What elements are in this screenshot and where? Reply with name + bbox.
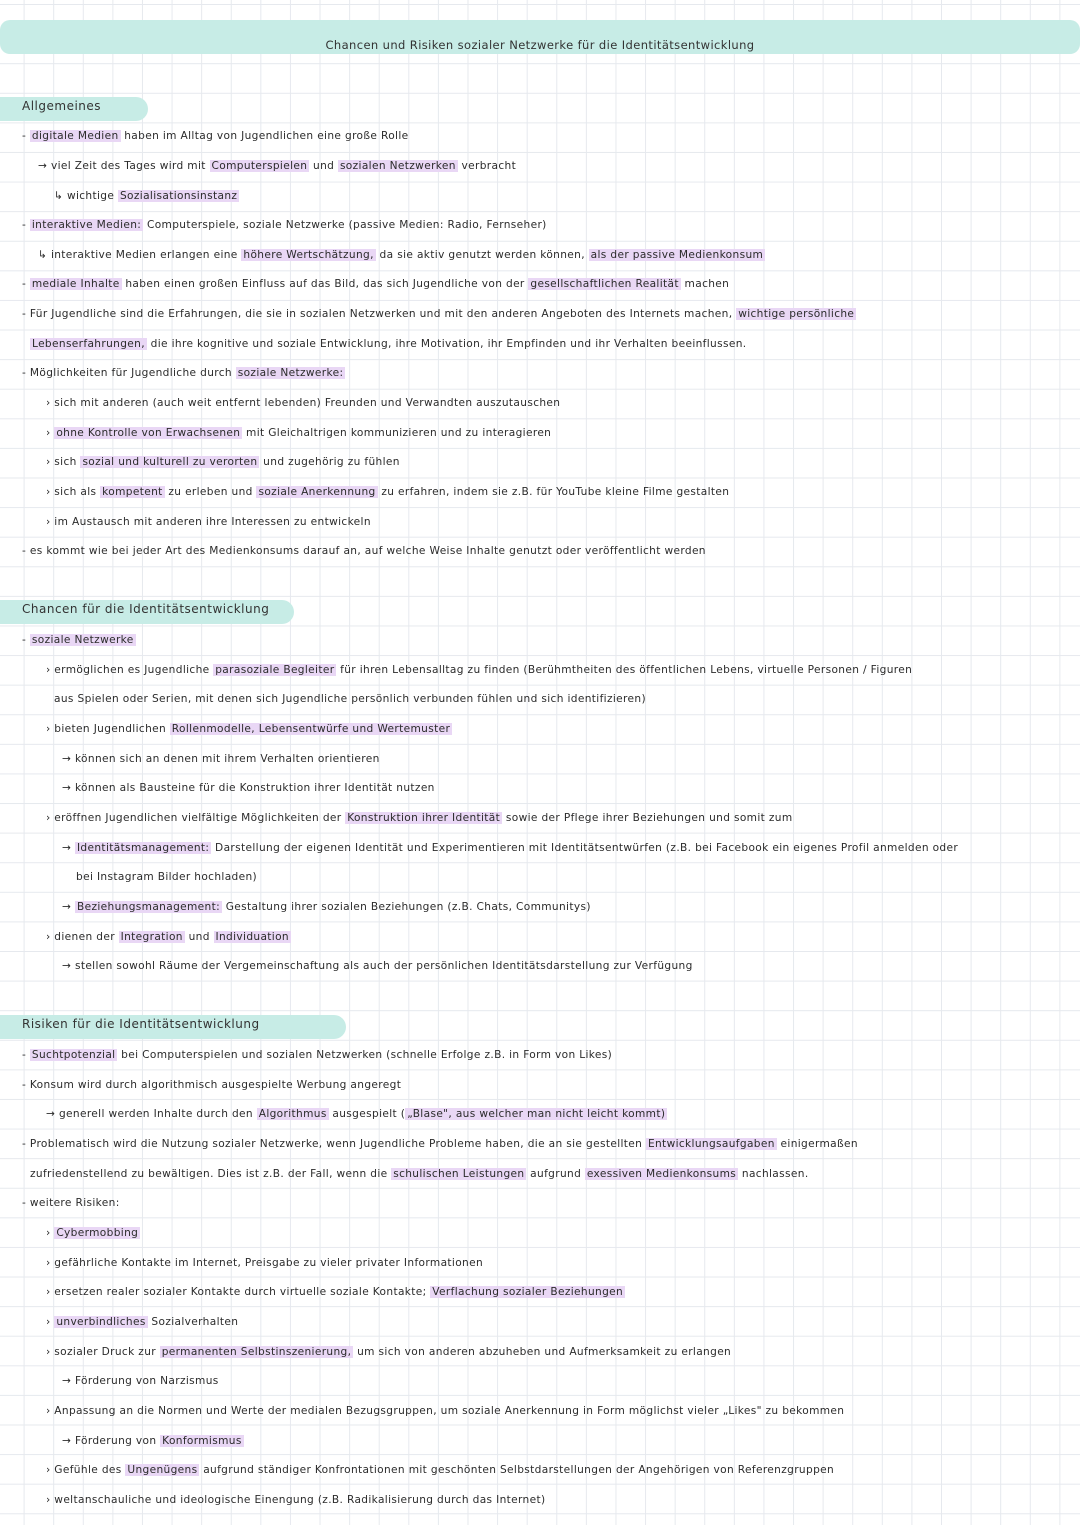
text-segment: zufriedenstellend zu bewältigen. Dies ist z.B. der Fall, wenn die bbox=[30, 1168, 392, 1180]
text-segment: › Gefühle des bbox=[46, 1464, 126, 1476]
text-line bbox=[62, 780, 435, 796]
text-segment: aus Spielen oder Serien, mit denen sich Jugendliche persönlich verbunden fühlen und sich identifizieren) bbox=[54, 693, 646, 705]
text-segment: Sozialverhalten bbox=[147, 1316, 239, 1328]
text-line bbox=[46, 1106, 667, 1122]
highlighted-term: Entwicklungsaufgaben bbox=[647, 1138, 775, 1150]
text-segment: › bbox=[46, 1316, 55, 1328]
text-line bbox=[46, 662, 912, 678]
highlighted-term: wichtige persönliche bbox=[738, 308, 855, 320]
text-segment: › bieten Jugendlichen bbox=[46, 723, 170, 735]
text-segment: - bbox=[22, 634, 30, 646]
text-line bbox=[46, 721, 452, 737]
text-segment: verbracht bbox=[457, 160, 517, 172]
highlighted-term: Sozialisationsinstanz bbox=[119, 190, 238, 202]
highlighted-term: soziale Netzwerke: bbox=[237, 367, 344, 379]
text-segment: → generell werden Inhalte durch den bbox=[46, 1108, 257, 1120]
text-line bbox=[38, 247, 765, 263]
text-segment: haben im Alltag von Jugendlichen eine große Rolle bbox=[120, 130, 409, 142]
highlighted-term: digitale Medien bbox=[31, 130, 119, 142]
text-segment: - Für Jugendliche sind die Erfahrungen, die sie in sozialen Netzwerken und mit den anderen Angeboten des Internets machen, bbox=[22, 308, 737, 320]
text-segment: aufgrund bbox=[526, 1168, 585, 1180]
text-segment: › ersetzen realer sozialer Kontakte durch virtuelle soziale Kontakte; bbox=[46, 1286, 431, 1298]
text-segment: - bbox=[22, 130, 30, 142]
text-segment: › bbox=[46, 1227, 55, 1239]
text-line bbox=[54, 188, 239, 204]
text-segment: die ihre kognitive und soziale Entwicklung, ihre Motivation, ihr Empfinden und ihr Verhalten beeinflussen. bbox=[146, 338, 747, 350]
highlighted-term: als der passive Medienkonsum bbox=[590, 249, 764, 261]
text-segment: Computerspiele, soziale Netzwerke (passive Medien: Radio, Fernseher) bbox=[143, 219, 547, 231]
text-segment: › sich als bbox=[46, 486, 101, 498]
text-segment: → viel Zeit des Tages wird mit bbox=[38, 160, 210, 172]
text-line bbox=[22, 1195, 120, 1211]
highlighted-term: Algorithmus bbox=[258, 1108, 327, 1120]
text-line bbox=[62, 1433, 244, 1449]
page-title: Chancen und Risiken sozialer Netzwerke für die Identitätsentwicklung bbox=[325, 38, 755, 52]
text-segment: ↳ wichtige bbox=[54, 190, 118, 202]
highlighted-term: Identitätsmanagement: bbox=[76, 842, 210, 854]
text-segment: sowie der Pflege ihrer Beziehungen und somit zum bbox=[502, 812, 793, 824]
text-line bbox=[22, 217, 547, 233]
text-line bbox=[46, 810, 793, 826]
highlighted-term: Integration bbox=[120, 931, 183, 943]
text-line bbox=[22, 632, 136, 648]
highlighted-term: Konformismus bbox=[162, 1435, 242, 1447]
text-segment: › sozialer Druck zur bbox=[46, 1346, 160, 1358]
text-segment: › eröffnen Jugendlichen vielfältige Möglichkeiten der bbox=[46, 812, 346, 824]
text-segment: → Förderung von Narzismus bbox=[62, 1375, 219, 1387]
text-line bbox=[54, 691, 646, 707]
text-segment: - Möglichkeiten für Jugendliche durch bbox=[22, 367, 236, 379]
highlighted-term: Konstruktion ihrer Identität bbox=[347, 812, 501, 824]
text-line bbox=[46, 1255, 483, 1271]
text-line bbox=[22, 365, 345, 381]
text-segment: da sie aktiv genutzt werden können, bbox=[375, 249, 589, 261]
text-line bbox=[76, 869, 257, 885]
text-line bbox=[62, 840, 958, 856]
text-segment: → Förderung von bbox=[62, 1435, 161, 1447]
text-line bbox=[46, 1403, 844, 1419]
text-line bbox=[38, 158, 516, 174]
text-line bbox=[62, 958, 693, 974]
text-segment: - bbox=[22, 219, 30, 231]
highlighted-term: exessiven Medienkonsums bbox=[586, 1168, 737, 1180]
highlighted-term: ohne Kontrolle von Erwachsenen bbox=[56, 427, 241, 439]
text-segment: › gefährliche Kontakte im Internet, Preisgabe zu vieler privater Informationen bbox=[46, 1257, 484, 1269]
heading-text: Allgemeines bbox=[22, 99, 102, 113]
text-segment: - bbox=[22, 278, 30, 290]
text-segment: ausgespielt ( bbox=[328, 1108, 406, 1120]
text-segment: → bbox=[62, 901, 75, 913]
highlighted-term: Individuation bbox=[215, 931, 289, 943]
text-line bbox=[62, 751, 380, 767]
text-segment: für ihren Lebensalltag zu finden (Berühmtheiten des öffentlichen Lebens, virtuelle Personen / Figuren bbox=[336, 664, 913, 676]
text-segment: bei Computerspielen und sozialen Netzwerken (schnelle Erfolge z.B. in Form von Likes) bbox=[117, 1049, 613, 1061]
highlighted-term: Beziehungsmanagement: bbox=[76, 901, 221, 913]
text-segment: › sich bbox=[46, 456, 81, 468]
section-heading-allgemeines bbox=[22, 99, 101, 113]
section-heading-risiken bbox=[22, 1017, 260, 1031]
text-line bbox=[22, 1047, 612, 1063]
highlighted-term: permanenten Selbstinszenierung, bbox=[161, 1346, 352, 1358]
highlighted-term: kompetent bbox=[102, 486, 163, 498]
highlighted-term: gesellschaftlichen Realität bbox=[530, 278, 679, 290]
text-segment: mit Gleichaltrigen kommunizieren und zu interagieren bbox=[242, 427, 552, 439]
text-segment: ↳ interaktive Medien erlangen eine bbox=[38, 249, 242, 261]
text-line bbox=[22, 1136, 858, 1152]
text-line bbox=[46, 1492, 545, 1508]
text-segment: - weitere Risiken: bbox=[22, 1197, 120, 1209]
text-segment: → stellen sowohl Räume der Vergemeinschaftung als auch der persönlichen Identitätsdarstellung zur Verfügung bbox=[62, 960, 693, 972]
text-segment: › sich mit anderen (auch weit entfernt lebenden) Freunden und Verwandten auszutauschen bbox=[46, 397, 561, 409]
highlighted-term: „Blase", aus welcher man nicht leicht kommt) bbox=[407, 1108, 666, 1120]
highlighted-term: sozial und kulturell zu verorten bbox=[82, 456, 258, 468]
text-segment: nachlassen. bbox=[738, 1168, 809, 1180]
heading-text: Risiken für die Identitätsentwicklung bbox=[22, 1017, 260, 1031]
text-segment: - Konsum wird durch algorithmisch ausgespielte Werbung angeregt bbox=[22, 1079, 402, 1091]
text-segment: zu erfahren, indem sie z.B. für YouTube kleine Filme gestalten bbox=[377, 486, 730, 498]
highlighted-term: soziale Netzwerke bbox=[31, 634, 134, 646]
text-line bbox=[46, 1225, 140, 1241]
text-line bbox=[46, 514, 371, 530]
text-segment: bei Instagram Bilder hochladen) bbox=[76, 871, 258, 883]
text-segment: - Problematisch wird die Nutzung sozialer Netzwerke, wenn Jugendliche Probleme haben, die an sie gestellten bbox=[22, 1138, 646, 1150]
text-line bbox=[22, 276, 729, 292]
text-line bbox=[46, 395, 560, 411]
text-segment: › im Austausch mit anderen ihre Interessen zu entwickeln bbox=[46, 516, 371, 528]
section-heading-chancen bbox=[22, 602, 269, 616]
text-segment: und zugehörig zu fühlen bbox=[259, 456, 400, 468]
highlighted-term: interaktive Medien: bbox=[31, 219, 142, 231]
text-line bbox=[30, 1166, 809, 1182]
text-segment: → können sich an denen mit ihrem Verhalten orientieren bbox=[62, 753, 380, 765]
text-line bbox=[46, 1284, 625, 1300]
text-line bbox=[22, 543, 706, 559]
text-segment: › weltanschauliche und ideologische Einengung (z.B. Radikalisierung durch das Internet) bbox=[46, 1494, 546, 1506]
text-segment: um sich von anderen abzuheben und Aufmerksamkeit zu erlangen bbox=[353, 1346, 732, 1358]
text-segment: und bbox=[184, 931, 214, 943]
highlighted-term: Verflachung sozialer Beziehungen bbox=[432, 1286, 624, 1298]
text-segment: › Anpassung an die Normen und Werte der medialen Bezugsgruppen, um soziale Anerkennung in Form möglichst vieler „Likes" zu bekommen bbox=[46, 1405, 845, 1417]
highlighted-term: Lebenserfahrungen, bbox=[32, 338, 145, 350]
highlighted-term: schulischen Leistungen bbox=[393, 1168, 525, 1180]
text-segment: › ermöglichen es Jugendliche bbox=[46, 664, 214, 676]
text-line bbox=[46, 484, 729, 500]
text-line bbox=[46, 929, 291, 945]
text-line bbox=[46, 1462, 834, 1478]
text-line bbox=[46, 454, 400, 470]
text-line bbox=[46, 1314, 238, 1330]
highlighted-term: mediale Inhalte bbox=[31, 278, 120, 290]
text-segment: → bbox=[62, 842, 75, 854]
text-segment: - es kommt wie bei jeder Art des Medienkonsums darauf an, auf welche Weise Inhalte genutzt oder veröffentlicht werden bbox=[22, 545, 706, 557]
text-segment: einigermaßen bbox=[776, 1138, 858, 1150]
text-segment: aufgrund ständiger Konfrontationen mit geschönten Selbstdarstellungen der Angehörigen von Referenzgruppen bbox=[199, 1464, 835, 1476]
highlighted-term: unverbindliches bbox=[56, 1316, 146, 1328]
highlighted-term: sozialen Netzwerken bbox=[339, 160, 456, 172]
text-segment: zu erleben und bbox=[164, 486, 257, 498]
highlighted-term: Ungenügens bbox=[127, 1464, 198, 1476]
text-line bbox=[22, 306, 856, 322]
text-line bbox=[22, 1077, 401, 1093]
text-segment: - bbox=[22, 1049, 30, 1061]
highlighted-term: höhere Wertschätzung, bbox=[243, 249, 374, 261]
highlighted-term: Rollenmodelle, Lebensentwürfe und Wertemuster bbox=[171, 723, 451, 735]
text-segment: machen bbox=[680, 278, 730, 290]
text-segment: › dienen der bbox=[46, 931, 119, 943]
highlighted-term: Cybermobbing bbox=[56, 1227, 139, 1239]
highlighted-term: Suchtpotenzial bbox=[31, 1049, 116, 1061]
highlighted-term: Computerspielen bbox=[211, 160, 308, 172]
text-line bbox=[46, 425, 551, 441]
text-segment: und bbox=[309, 160, 338, 172]
text-segment: › bbox=[46, 427, 55, 439]
text-line bbox=[46, 1344, 731, 1360]
text-segment: → können als Bausteine für die Konstruktion ihrer Identität nutzen bbox=[62, 782, 435, 794]
text-segment: haben einen großen Einfluss auf das Bild, das sich Jugendliche von der bbox=[121, 278, 529, 290]
text-line bbox=[62, 1373, 219, 1389]
text-segment: Gestaltung ihrer sozialen Beziehungen (z.B. Chats, Communitys) bbox=[222, 901, 591, 913]
highlighted-term: parasoziale Begleiter bbox=[215, 664, 335, 676]
highlighted-term: soziale Anerkennung bbox=[258, 486, 376, 498]
heading-text: Chancen für die Identitätsentwicklung bbox=[22, 602, 270, 616]
text-line bbox=[62, 899, 591, 915]
text-line bbox=[30, 336, 747, 352]
text-segment: Darstellung der eigenen Identität und Experimentieren mit Identitätsentwürfen (z.B. bei Facebook ein eigenes Profil anmelden oder bbox=[211, 842, 959, 854]
text-line bbox=[22, 128, 409, 144]
